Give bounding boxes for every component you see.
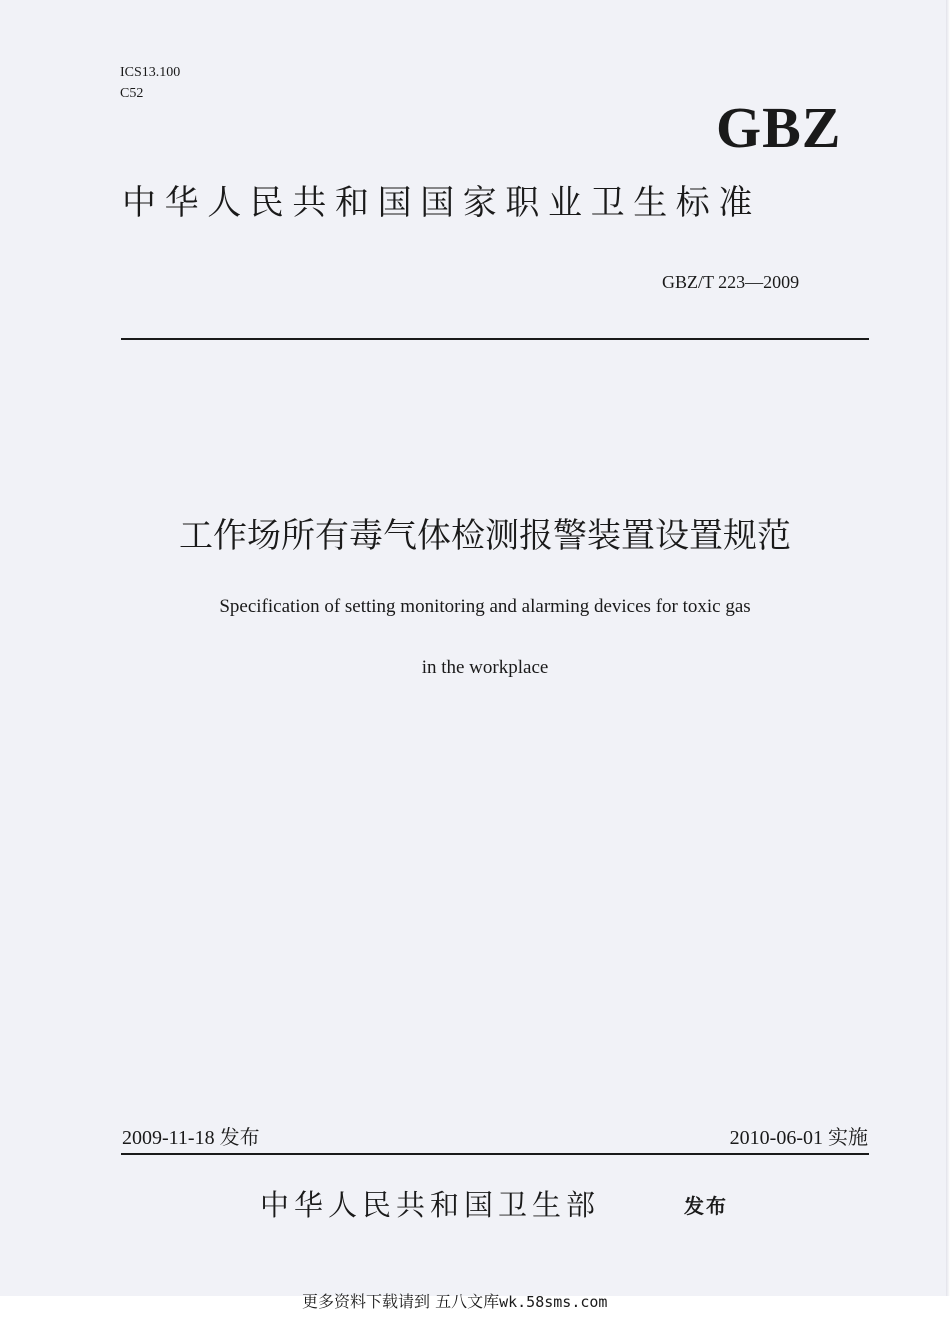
publisher-suffix: 发布 — [684, 1196, 728, 1218]
issue-date: 2009-11-18 发布 — [122, 1127, 260, 1149]
scan-edge — [946, 0, 950, 1300]
ics-code: ICS13.100 — [120, 65, 181, 80]
publisher-name: 中华人民共和国卫生部 — [260, 1190, 601, 1222]
effective-date: 2010-06-01 实施 — [729, 1127, 868, 1149]
classification-codes — [120, 62, 180, 104]
top-divider — [121, 338, 869, 340]
title-english-line2: in the workplace — [421, 657, 549, 678]
standard-number: GBZ/T 223—2009 — [662, 272, 800, 292]
bottom-divider — [121, 1153, 869, 1155]
gbz-logo: GBZ — [716, 95, 842, 160]
footer-note — [302, 1290, 607, 1314]
title-english-line1: Specification of setting monitoring and alarming devices for toxic gas — [219, 596, 751, 617]
standard-category: 中华人民共和国国家职业卫生标准 — [122, 185, 761, 222]
footer-text: 更多资料下载请到 五八文库 — [302, 1292, 500, 1311]
title-chinese: 工作场所有毒气体检测报警装置设置规范 — [179, 516, 791, 556]
ccs-code: C52 — [120, 86, 144, 101]
footer-url[interactable]: wk.58sms.com — [499, 1293, 608, 1311]
